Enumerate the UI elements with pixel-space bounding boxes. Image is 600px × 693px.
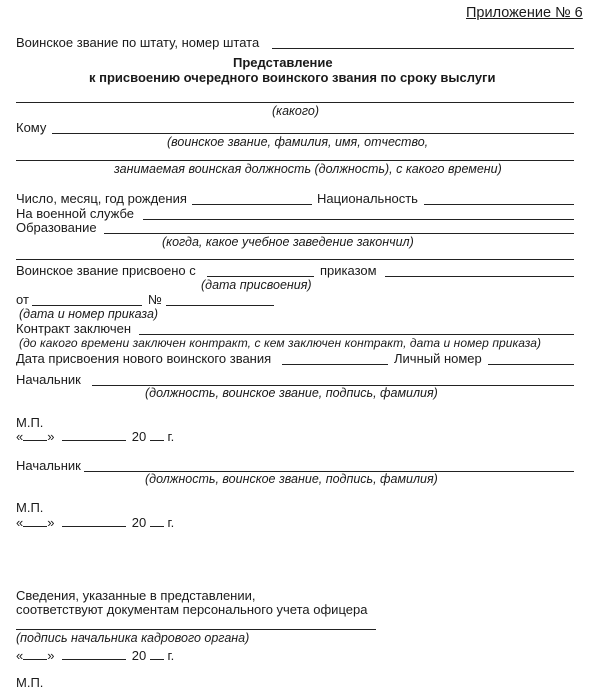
order-label: приказом	[320, 263, 377, 278]
hint-chief-2: (должность, воинское звание, подпись, фамилия)	[145, 472, 438, 486]
year-prefix: 20	[131, 515, 147, 530]
number-sign: №	[148, 292, 162, 307]
education-line[interactable]	[104, 233, 574, 234]
hint-assign-date: (дата присвоения)	[201, 278, 312, 292]
rank-assigned-line[interactable]	[207, 276, 314, 277]
service-line[interactable]	[143, 219, 574, 220]
education-line-2[interactable]	[16, 259, 574, 260]
rank-by-staff-line[interactable]	[272, 48, 574, 49]
chief-label-1: Начальник	[16, 372, 81, 387]
date-close-quote: »	[47, 429, 55, 444]
personal-number-line[interactable]	[488, 364, 574, 365]
from-date-line[interactable]	[32, 305, 142, 306]
contract-label: Контракт заключен	[16, 321, 132, 336]
service-label: На военной службе	[16, 206, 135, 221]
year-blank[interactable]	[150, 526, 164, 527]
date-close-quote: »	[47, 515, 55, 530]
order-number-line[interactable]	[166, 305, 274, 306]
day-blank[interactable]	[23, 526, 47, 527]
order-line[interactable]	[385, 276, 574, 277]
hint-order-date: (дата и номер приказа)	[19, 307, 159, 321]
nationality-line[interactable]	[424, 204, 574, 205]
to-label: Кому	[16, 120, 47, 135]
position-line[interactable]	[16, 160, 574, 161]
hint-hr-signature: (подпись начальника кадрового органа)	[16, 631, 250, 645]
to-line[interactable]	[52, 133, 574, 134]
nationality-label: Национальность	[317, 191, 418, 206]
date-open-quote: «	[16, 515, 24, 530]
hint-position: занимаемая воинская должность (должность), с какого времени)	[114, 162, 502, 176]
info-line-1: Сведения, указанные в представлении,	[16, 588, 256, 603]
year-suffix: г.	[167, 648, 175, 663]
hint-what: (какого)	[272, 104, 320, 118]
year-suffix: г.	[167, 515, 175, 530]
year-prefix: 20	[131, 429, 147, 444]
date-close-quote: »	[47, 648, 55, 663]
year-blank[interactable]	[150, 440, 164, 441]
year-prefix: 20	[131, 648, 147, 663]
appendix-label: Приложение № 6	[466, 5, 583, 21]
month-blank[interactable]	[62, 526, 126, 527]
date-open-quote: «	[16, 429, 24, 444]
birth-line[interactable]	[192, 204, 312, 205]
hint-chief-1: (должность, воинское звание, подпись, фамилия)	[145, 386, 438, 400]
rank-assigned-label: Воинское звание присвоено с	[16, 263, 196, 278]
document-subtitle: к присвоению очередного воинского звания по сроку выслуги	[89, 70, 496, 85]
hint-contract: (до какого времени заключен контракт, с кем заключен контракт, дата и номер приказа)	[19, 336, 542, 350]
stamp-3: М.П.	[16, 675, 44, 690]
new-rank-date-label: Дата присвоения нового воинского звания	[16, 351, 272, 366]
hr-signature-line[interactable]	[16, 629, 376, 630]
from-label: от	[16, 292, 29, 307]
stamp-1: М.П.	[16, 415, 44, 430]
month-blank[interactable]	[62, 440, 126, 441]
day-blank[interactable]	[23, 659, 47, 660]
stamp-2: М.П.	[16, 500, 44, 515]
year-suffix: г.	[167, 429, 175, 444]
chief-label-2: Начальник	[16, 458, 81, 473]
what-line[interactable]	[16, 102, 574, 103]
education-label: Образование	[16, 220, 97, 235]
day-blank[interactable]	[23, 440, 47, 441]
year-blank[interactable]	[150, 659, 164, 660]
hint-person: (воинское звание, фамилия, имя, отчество,	[167, 135, 429, 149]
month-blank[interactable]	[62, 659, 126, 660]
date-row-2	[16, 515, 174, 530]
personal-number-label: Личный номер	[394, 351, 482, 366]
date-row-3	[16, 648, 174, 663]
info-line-2: соответствуют документам персонального учета офицера	[16, 602, 368, 617]
document-title: Представление	[233, 55, 333, 70]
date-open-quote: «	[16, 648, 24, 663]
hint-education: (когда, какое учебное заведение закончил)	[162, 235, 414, 249]
new-rank-date-line[interactable]	[282, 364, 388, 365]
rank-by-staff-label: Воинское звание по штату, номер штата	[16, 35, 260, 50]
contract-line[interactable]	[139, 334, 574, 335]
birth-label: Число, месяц, год рождения	[16, 191, 187, 206]
date-row-1	[16, 429, 174, 444]
